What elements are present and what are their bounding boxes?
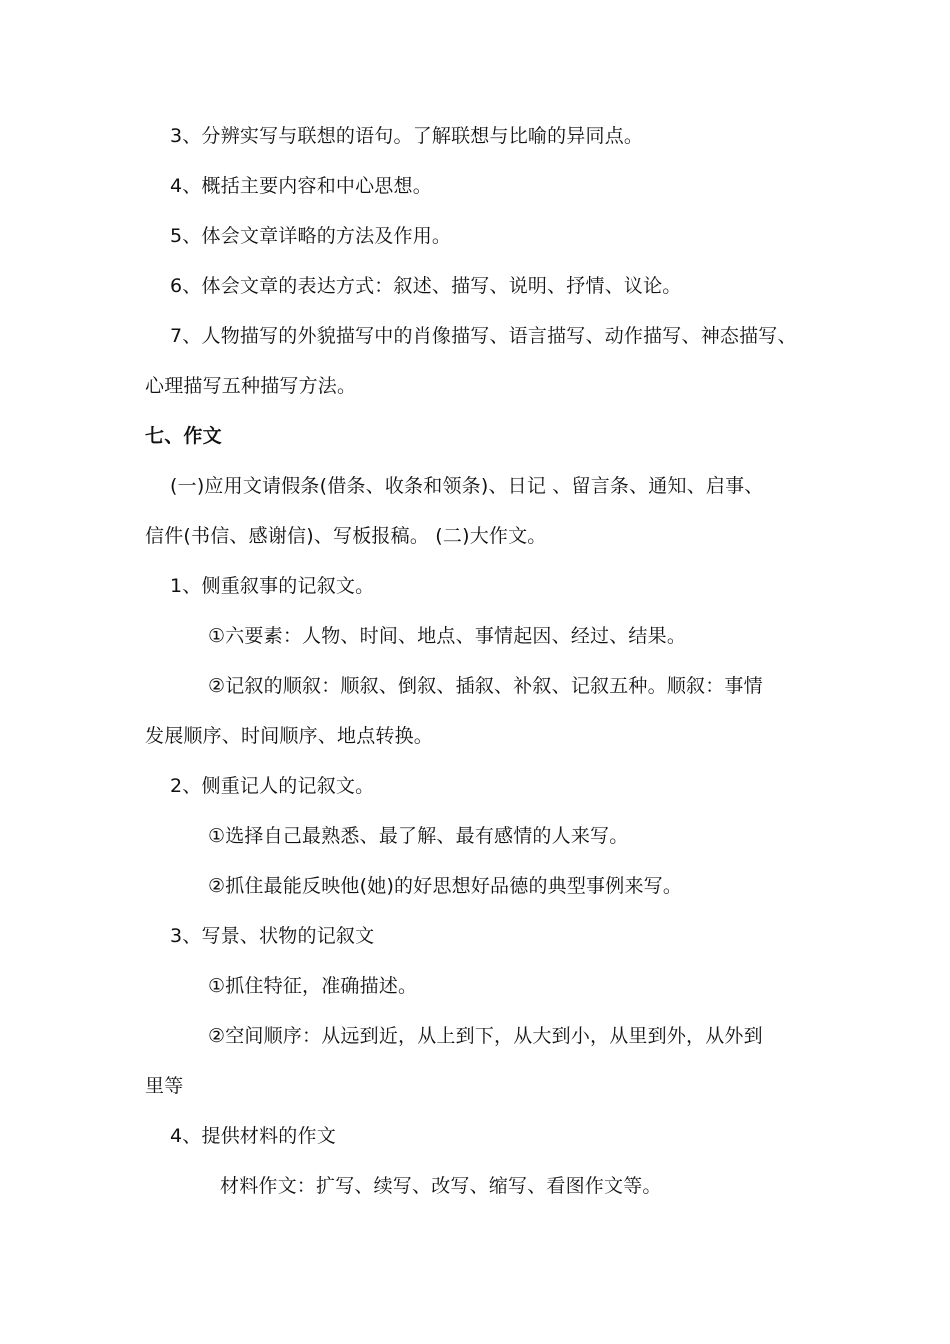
text-line: 4、概括主要内容和中心思想。 bbox=[170, 175, 432, 197]
text-line: 2、侧重记人的记叙文。 bbox=[170, 775, 375, 797]
text-line: 心理描写五种描写方法。 bbox=[145, 375, 357, 397]
section-heading: 七、作文 bbox=[145, 425, 222, 447]
text-line: (一)应用文请假条(借条、收条和领条)、日记 、留言条、通知、启事、 bbox=[170, 475, 764, 497]
text-line: 6、体会文章的表达方式：叙述、描写、说明、抒情、议论。 bbox=[170, 275, 682, 297]
text-line: 发展顺序、时间顺序、地点转换。 bbox=[145, 725, 434, 747]
text-line: ②记叙的顺叙：顺叙、倒叙、插叙、补叙、记叙五种。顺叙：事情 bbox=[208, 675, 763, 697]
text-line: 信件(书信、感谢信)、写板报稿。 (二)大作文。 bbox=[145, 525, 547, 547]
text-line: 5、体会文章详略的方法及作用。 bbox=[170, 225, 452, 247]
text-line: 4、提供材料的作文 bbox=[170, 1125, 336, 1147]
text-line: ①选择自己最熟悉、最了解、最有感情的人来写。 bbox=[208, 825, 629, 847]
text-line: ②空间顺序：从远到近，从上到下，从大到小，从里到外，从外到 bbox=[208, 1025, 763, 1047]
text-line: 里等 bbox=[145, 1075, 184, 1097]
text-line: 7、人物描写的外貌描写中的肖像描写、语言描写、动作描写、神态描写、 bbox=[170, 325, 797, 347]
text-line: 3、分辨实写与联想的语句。了解联想与比喻的异同点。 bbox=[170, 125, 644, 147]
text-line: ②抓住最能反映他(她)的好思想好品德的典型事例来写。 bbox=[208, 875, 683, 897]
text-line: 1、侧重叙事的记叙文。 bbox=[170, 575, 375, 597]
text-line: 3、写景、状物的记叙文 bbox=[170, 925, 375, 947]
text-line: 材料作文：扩写、续写、改写、缩写、看图作文等。 bbox=[220, 1175, 662, 1197]
text-line: ①抓住特征，准确描述。 bbox=[208, 975, 418, 997]
text-line: ①六要素：人物、时间、地点、事情起因、经过、结果。 bbox=[208, 625, 687, 647]
